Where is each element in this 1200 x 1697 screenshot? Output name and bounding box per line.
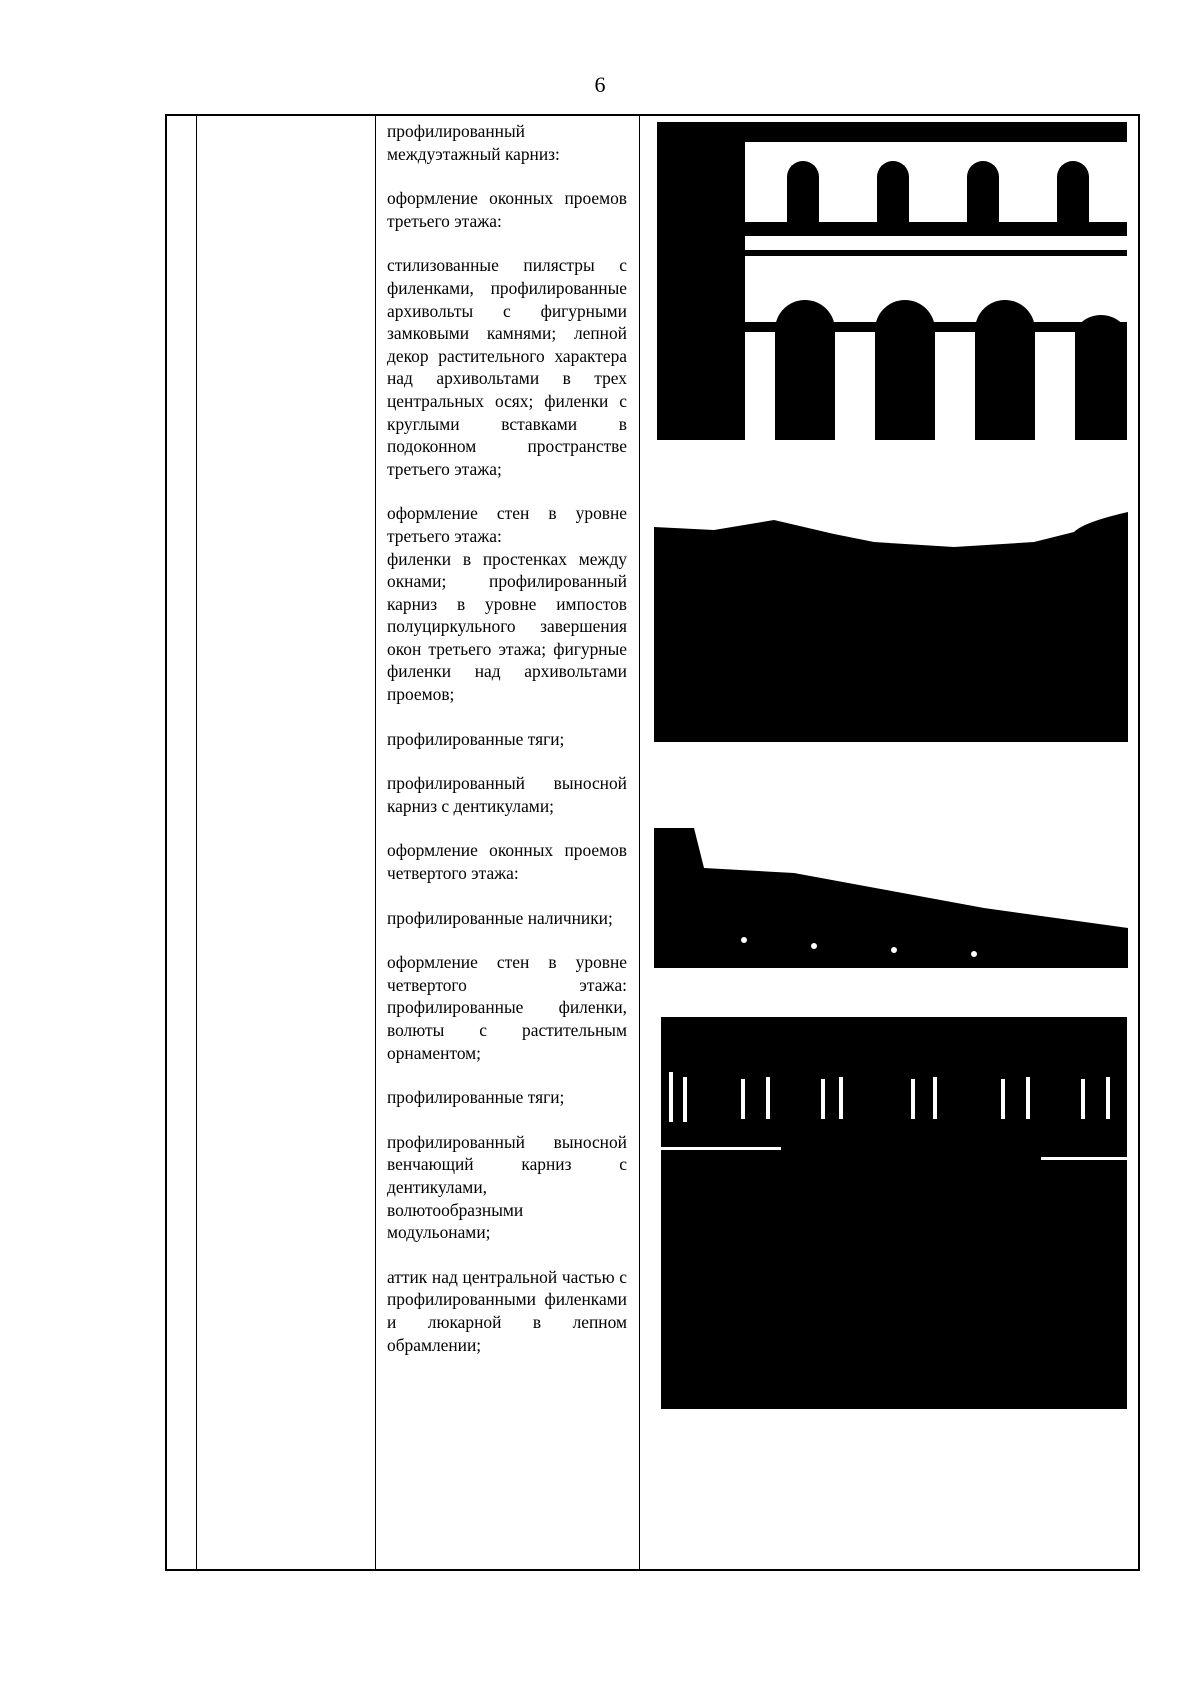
column-divider: [375, 116, 376, 1569]
description-item: профилированные тяги;: [387, 1087, 565, 1108]
description-item: оформление стен в уровне третьего этажа:: [387, 503, 627, 546]
cornice-photo: [654, 828, 1128, 968]
facade-photo-windows: [657, 122, 1127, 440]
facade-photo-wall: [654, 472, 1128, 756]
description-item: профилированные тяги;: [387, 728, 565, 749]
description-item: оформление стен в уровне четвертого этажа: профилированные филенки, волюты с растительным орнаментом;: [387, 952, 627, 1063]
description-table: [165, 114, 1140, 1571]
description-item: профилированный выносной венчающий карниз с дентикулами, волютообразными модульонами;: [387, 1131, 627, 1243]
description-item: профилированный выносной карниз с дентикулами;: [387, 773, 627, 816]
description-item: оформление оконных проемов третьего этажа:: [387, 188, 627, 231]
facade-photo-upper: [661, 1017, 1127, 1409]
description-item: стилизованные пилястры с филенками, профилированные архивольты с фигурными замковыми камнями; лепной декор растительного характера над архивольтами в трех центральных осях; филенки с круглыми вставками в подоконном пространстве третьего этажа;: [387, 255, 627, 479]
column-divider: [639, 116, 640, 1569]
description-item: аттик над центральной частью с профилированными филенками и люкарной в лепном обрамлении;: [387, 1266, 627, 1355]
column-divider: [196, 116, 197, 1569]
description-item: профилированный междуэтажный карниз:: [387, 121, 560, 164]
description-item: филенки в простенках между окнами; профилированный карниз в уровне импостов полуциркульного завершения окон третьего этажа; фигурные филенки над архивольтами проемов;: [387, 548, 627, 705]
description-column: [387, 120, 627, 1378]
description-item: оформление оконных проемов четвертого этажа:: [387, 840, 627, 884]
page-number: 6: [594, 72, 606, 97]
description-item: профилированные наличники;: [387, 907, 613, 928]
